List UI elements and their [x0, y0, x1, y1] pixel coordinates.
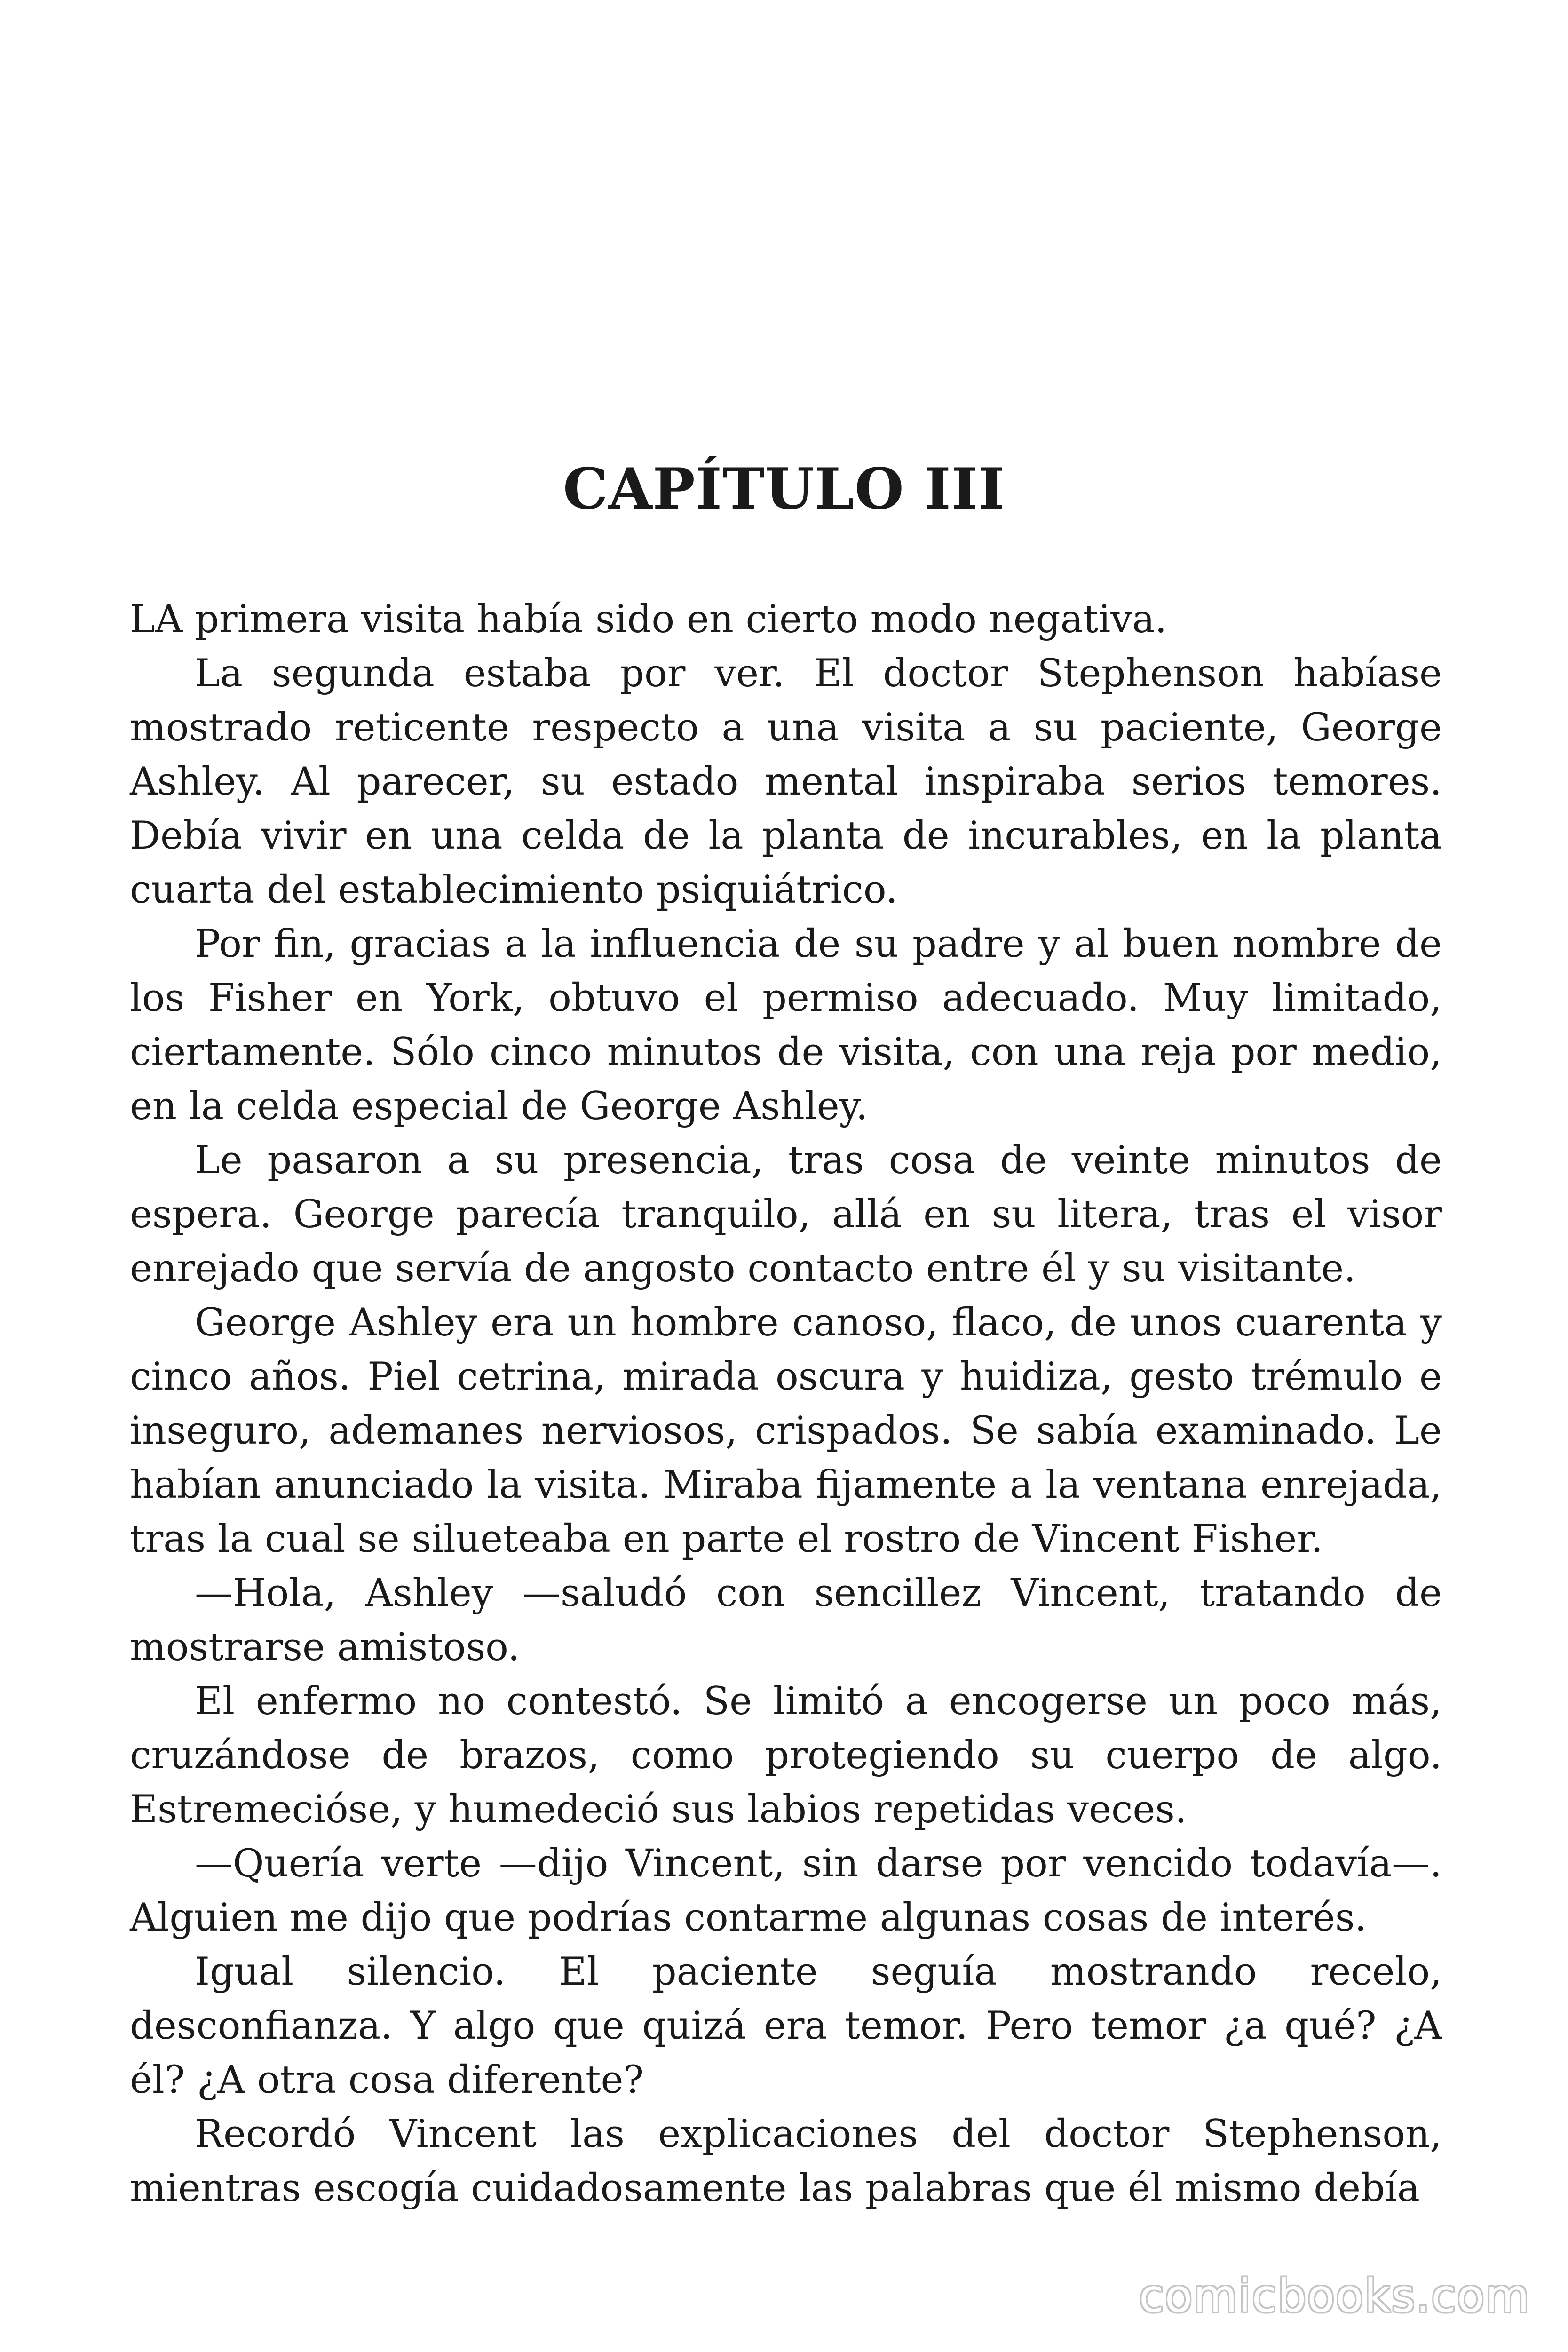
paragraph: LA primera visita había sido en cierto modo negativa.: [130, 597, 1167, 642]
chapter-body: [130, 593, 1442, 2216]
paragraph: —Quería verte —dijo Vincent, sin darse por vencido todavía—. Alguien me dijo que podrías contarme algunas cosas de interés.: [130, 1842, 1442, 1940]
paragraph: Igual silencio. El paciente seguía mostrando recelo, desconfianza. Y algo que quizá era temor. Pero temor ¿a qué? ¿A él? ¿A otra cosa diferente?: [130, 1950, 1442, 2102]
watermark: comicbooks.com: [1139, 2270, 1530, 2322]
paragraph: George Ashley era un hombre canoso, flaco, de unos cuarenta y cinco años. Piel cetrina, mirada oscura y huidiza, gesto trémulo e inseguro, ademanes nerviosos, crispados. Se sabía examinado. Le habían anunciado la visita. Miraba fijamente a la ventana enrejada, tras la cual se silueteaba en parte el rostro de Vincent Fisher.: [130, 1301, 1442, 1561]
paragraph: Recordó Vincent las explicaciones del doctor Stephenson, mientras escogía cuidadosamente las palabras que él mismo debía: [130, 2112, 1442, 2210]
paragraph: El enfermo no contestó. Se limitó a encogerse un poco más, cruzándose de brazos, como protegiendo su cuerpo de algo. Estremecióse, y humedeció sus labios repetidas veces.: [130, 1679, 1442, 1832]
paragraph: Le pasaron a su presencia, tras cosa de veinte minutos de espera. George parecía tranquilo, allá en su litera, tras el visor enrejado que servía de angosto contacto entre él y su visitante.: [130, 1138, 1442, 1291]
paragraph: La segunda estaba por ver. El doctor Stephenson habíase mostrado reticente respecto a una visita a su paciente, George Ashley. Al parecer, su estado mental inspiraba serios temores. Debía vivir en una celda de la planta de incurables, en la planta cuarta del establecimiento psiquiátrico.: [130, 652, 1442, 912]
chapter-title: CAPÍTULO III: [562, 456, 1005, 522]
paragraph: —Hola, Ashley —saludó con sencillez Vincent, tratando de mostrarse amistoso.: [130, 1571, 1442, 1669]
paragraph: Por fin, gracias a la influencia de su padre y al buen nombre de los Fisher en York, obtuvo el permiso adecuado. Muy limitado, ciertamente. Sólo cinco minutos de visita, con una reja por medio, en la celda especial de George Ashley.: [130, 922, 1442, 1128]
